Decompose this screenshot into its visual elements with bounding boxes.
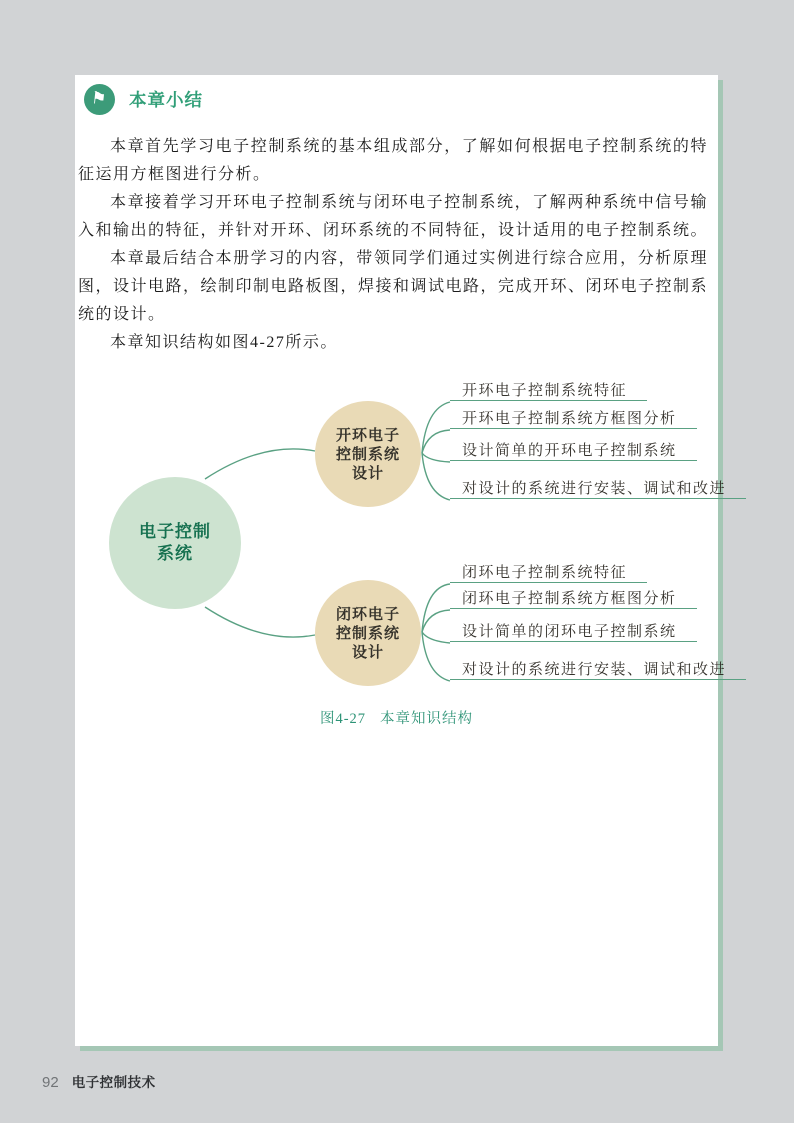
knowledge-structure-mindmap (75, 375, 727, 705)
book-title: 电子控制技术 (71, 1075, 156, 1090)
book-page (75, 75, 727, 1046)
root-node (109, 477, 241, 609)
branch-open-2 (422, 430, 450, 453)
page-footer (42, 1071, 156, 1091)
figure-caption (75, 707, 718, 728)
open-node-line2: 控制系统 (335, 445, 400, 463)
branch-closed-3 (422, 632, 450, 643)
closed-loop-node (315, 580, 421, 686)
open-leaf-1: 开环电子控制系统特征 (450, 381, 647, 401)
section-title: 本章小结 (129, 90, 203, 110)
closed-node-line3: 设计 (351, 643, 384, 661)
root-node-line2: 系统 (157, 544, 193, 563)
open-node-line1: 开环电子 (335, 426, 400, 444)
open-leaf-3: 设计简单的开环电子控制系统 (450, 441, 697, 461)
summary-text (78, 133, 708, 357)
branch-closed-1 (422, 584, 450, 632)
closed-leaf-3: 设计简单的闭环电子控制系统 (450, 622, 697, 642)
branch-root-to-open (205, 449, 315, 479)
flag-icon: ⚑ (84, 84, 115, 115)
branch-open-1 (422, 402, 450, 453)
branch-open-3 (422, 453, 450, 462)
open-leaf-2: 开环电子控制系统方框图分析 (450, 409, 697, 429)
open-node-line3: 设计 (351, 464, 384, 482)
page-number: 92 (42, 1074, 59, 1091)
figure-number: 图4-27 (319, 711, 367, 727)
figure-title: 本章知识结构 (380, 711, 474, 727)
paragraph-3: 本章最后结合本册学习的内容，带领同学们通过实例进行综合应用，分析原理图，设计电路，绘制印制电路板图，焊接和调试电路，完成开环、闭环电子控制系统的设计。 (78, 250, 709, 323)
branch-closed-4 (422, 632, 450, 681)
paragraph-4: 本章知识结构如图4-27所示。 (110, 334, 338, 351)
root-node-line1: 电子控制 (139, 522, 211, 541)
branch-root-to-closed (205, 607, 315, 637)
closed-node-line1: 闭环电子 (335, 605, 400, 623)
closed-leaf-1: 闭环电子控制系统特征 (450, 563, 647, 583)
section-header (84, 84, 203, 115)
branch-closed-2 (422, 610, 450, 632)
paragraph-1: 本章首先学习电子控制系统的基本组成部分，了解如何根据电子控制系统的特征运用方框图进行分析。 (78, 138, 708, 183)
open-leaf-4: 对设计的系统进行安装、调试和改进 (450, 479, 746, 499)
open-loop-node (315, 401, 421, 507)
closed-leaf-2: 闭环电子控制系统方框图分析 (450, 589, 697, 609)
closed-leaf-4: 对设计的系统进行安装、调试和改进 (450, 660, 746, 680)
closed-node-line2: 控制系统 (335, 624, 400, 642)
paragraph-2: 本章接着学习开环电子控制系统与闭环电子控制系统，了解两种系统中信号输入和输出的特征，并针对开环、闭环系统的不同特征，设计适用的电子控制系统。 (78, 194, 709, 239)
